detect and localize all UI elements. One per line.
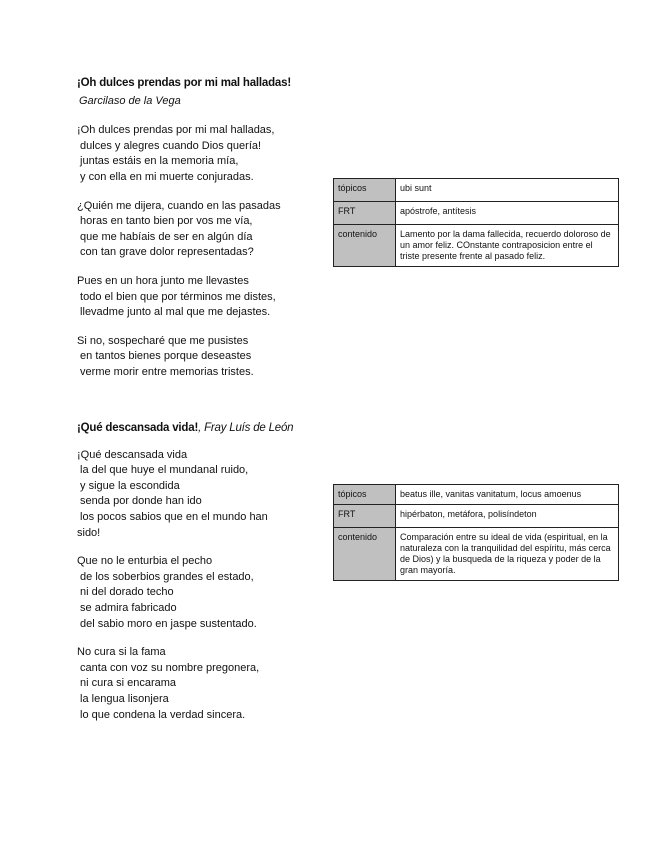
verse-line: juntas estáis en la memoria mía, bbox=[77, 155, 239, 168]
row-value: beatus ille, vanitas vanitatum, locus amoenus bbox=[396, 485, 619, 505]
table-row bbox=[334, 528, 619, 581]
verse-line: ¿Quién me dijera, cuando en las pasadas bbox=[77, 199, 281, 212]
row-label: FRT bbox=[334, 202, 396, 225]
poem-1-stanza-2 bbox=[77, 199, 327, 261]
row-label: contenido bbox=[334, 225, 396, 267]
table-row bbox=[334, 202, 619, 225]
verse-line: ni del dorado techo bbox=[77, 586, 174, 599]
verse-line: horas en tanto bien por vos me vía, bbox=[77, 215, 253, 228]
verse-line: y sigue la escondida bbox=[77, 479, 180, 492]
poem-1-stanza-3 bbox=[77, 274, 327, 321]
row-label: contenido bbox=[334, 528, 396, 581]
row-label: FRT bbox=[334, 505, 396, 528]
poem-1-stanza-1 bbox=[77, 123, 327, 185]
verse-line: dulces y alegres cuando Dios quería! bbox=[77, 139, 262, 152]
poem-2-analysis-table bbox=[333, 484, 619, 581]
row-value: apóstrofe, antítesis bbox=[396, 202, 619, 225]
verse-line: de los soberbios grandes el estado, bbox=[77, 570, 254, 583]
verse-line: verme morir entre memorias tristes. bbox=[77, 365, 254, 378]
poem-1 bbox=[77, 76, 327, 394]
verse-line: en tantos bienes porque deseastes bbox=[77, 350, 252, 363]
verse-line: canta con voz su nombre pregonera, bbox=[77, 661, 260, 674]
table-row bbox=[334, 485, 619, 505]
verse-line: Si no, sospecharé que me pusistes bbox=[77, 334, 249, 347]
verse-line: que me habíais de ser en algún día bbox=[77, 230, 253, 243]
table-row bbox=[334, 225, 619, 267]
poem-2-stanza-3 bbox=[77, 645, 337, 723]
row-value: Comparación entre su ideal de vida (espiritual, en la naturaleza con la tranquilidad del espíritu, más cerca de Dios) y la busqueda de la riqueza y poder de la gran mayoría. bbox=[396, 528, 619, 581]
verse-line: Pues en un hora junto me llevastes bbox=[77, 274, 249, 287]
verse-line: lo que condena la verdad sincera. bbox=[77, 708, 246, 721]
verse-line: senda por donde han ido bbox=[77, 495, 202, 508]
poem-1-author: Garcilaso de la Vega bbox=[79, 94, 181, 107]
table-row bbox=[334, 179, 619, 202]
verse-line: Que no le enturbia el pecho bbox=[77, 555, 213, 568]
row-label: tópicos bbox=[334, 485, 396, 505]
verse-line: del sabio moro en jaspe sustentado. bbox=[77, 617, 257, 630]
row-value: Lamento por la dama fallecida, recuerdo doloroso de un amor feliz. COnstante contraposicion entre el triste presente frente al pasado feliz. bbox=[396, 225, 619, 267]
verse-line: ¡Oh dulces prendas por mi mal halladas, bbox=[77, 124, 275, 137]
poem-2-stanza-1 bbox=[77, 448, 337, 542]
poem-1-analysis-table bbox=[333, 178, 619, 267]
row-value: ubi sunt bbox=[396, 179, 619, 202]
verse-line: los pocos sabios que en el mundo han bbox=[77, 510, 268, 523]
row-label: tópicos bbox=[334, 179, 396, 202]
verse-line: la del que huye el mundanal ruido, bbox=[77, 464, 249, 477]
poem-2-stanza-2 bbox=[77, 554, 337, 632]
poem-2-heading bbox=[77, 421, 337, 437]
verse-line: con tan grave dolor representadas? bbox=[77, 246, 254, 259]
poem-2-title: ¡Qué descansada vida! bbox=[77, 422, 199, 434]
verse-line: sido! bbox=[77, 526, 101, 539]
poem-2 bbox=[77, 421, 337, 736]
poem-1-title: ¡Oh dulces prendas por mi mal halladas! bbox=[77, 77, 291, 89]
row-value: hipérbaton, metáfora, polisíndeton bbox=[396, 505, 619, 528]
verse-line: la lengua lisonjera bbox=[77, 692, 169, 705]
verse-line: ni cura si encarama bbox=[77, 677, 177, 690]
verse-line: todo el bien que por términos me distes, bbox=[77, 290, 276, 303]
poem-1-stanza-4 bbox=[77, 334, 327, 381]
table-row bbox=[334, 505, 619, 528]
verse-line: y con ella en mi muerte conjuradas. bbox=[77, 170, 254, 183]
verse-line: No cura si la fama bbox=[77, 646, 166, 659]
poem-2-author: , Fray Luís de León bbox=[198, 422, 294, 434]
verse-line: llevadme junto al mal que me dejastes. bbox=[77, 306, 271, 319]
verse-line: se admira fabricado bbox=[77, 601, 177, 614]
verse-line: ¡Qué descansada vida bbox=[77, 448, 188, 461]
